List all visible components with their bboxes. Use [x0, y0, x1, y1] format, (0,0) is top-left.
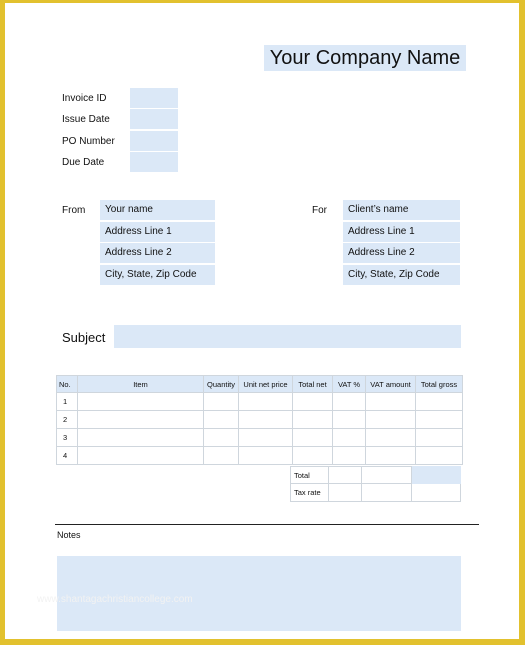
watermark-text: www.shantagachristiancollege.com — [37, 594, 193, 605]
vat-percent-cell[interactable] — [333, 411, 366, 429]
row-number: 2 — [57, 411, 78, 429]
row-number: 3 — [57, 429, 78, 447]
quantity-cell[interactable] — [204, 429, 239, 447]
total-gross-cell[interactable] — [416, 447, 463, 465]
tax-rate-label: Tax rate — [290, 484, 329, 502]
item-cell[interactable] — [78, 447, 204, 465]
tax-rate-vat-percent-cell[interactable] — [329, 484, 362, 502]
items-table — [56, 375, 463, 465]
total-gross-field[interactable] — [412, 466, 461, 484]
quantity-cell[interactable] — [204, 393, 239, 411]
invoice-page — [5, 3, 519, 639]
total-gross-cell[interactable] — [416, 411, 463, 429]
total-label: Total — [290, 466, 329, 484]
items-table-header-row — [57, 376, 463, 393]
total-vat-percent-cell[interactable] — [329, 466, 362, 484]
unit-net-price-cell[interactable] — [239, 447, 293, 465]
column-header-no: No. — [57, 376, 78, 393]
vat-amount-cell[interactable] — [366, 393, 416, 411]
total-gross-cell[interactable] — [416, 393, 463, 411]
unit-net-price-cell[interactable] — [239, 429, 293, 447]
item-cell[interactable] — [78, 429, 204, 447]
total-net-cell[interactable] — [293, 447, 333, 465]
vat-amount-cell[interactable] — [366, 447, 416, 465]
from-label: From — [62, 205, 86, 216]
total-vat-amount-cell[interactable] — [362, 466, 412, 484]
column-header-item: Item — [78, 376, 204, 393]
client-address-line-2-field[interactable]: Address Line 2 — [343, 243, 460, 263]
column-header-vat-percent: VAT % — [333, 376, 366, 393]
item-cell[interactable] — [78, 393, 204, 411]
quantity-cell[interactable] — [204, 447, 239, 465]
column-header-unit-net-price: Unit net price — [239, 376, 293, 393]
due-date-field[interactable] — [130, 152, 178, 172]
notes-divider — [55, 524, 479, 525]
row-number: 4 — [57, 447, 78, 465]
column-header-vat-amount: VAT amount — [366, 376, 416, 393]
invoice-id-field[interactable] — [130, 88, 178, 108]
from-address-line-2-field[interactable]: Address Line 2 — [100, 243, 215, 263]
totals-block — [290, 466, 461, 503]
from-address-line-1-field[interactable]: Address Line 1 — [100, 222, 215, 242]
subject-field[interactable] — [114, 325, 461, 348]
notes-label: Notes — [57, 530, 81, 540]
total-net-cell[interactable] — [293, 393, 333, 411]
invoice-id-label: Invoice ID — [62, 93, 107, 104]
item-cell[interactable] — [78, 411, 204, 429]
subject-label: Subject — [62, 330, 106, 345]
po-number-label: PO Number — [62, 136, 115, 147]
table-row — [57, 393, 463, 411]
issue-date-field[interactable] — [130, 109, 178, 129]
tax-rate-vat-amount-cell[interactable] — [362, 484, 412, 502]
column-header-quantity: Quantity — [204, 376, 239, 393]
company-name: Your Company Name — [264, 45, 466, 71]
from-name-field[interactable]: Your name — [100, 200, 215, 220]
vat-percent-cell[interactable] — [333, 447, 366, 465]
total-net-cell[interactable] — [293, 411, 333, 429]
issue-date-label: Issue Date — [62, 114, 110, 125]
column-header-total-net: Total net — [293, 376, 333, 393]
vat-percent-cell[interactable] — [333, 429, 366, 447]
tax-rate-total-gross-cell[interactable] — [412, 484, 461, 502]
client-address-line-1-field[interactable]: Address Line 1 — [343, 222, 460, 242]
total-gross-cell[interactable] — [416, 429, 463, 447]
for-label: For — [312, 205, 327, 216]
due-date-label: Due Date — [62, 157, 105, 168]
unit-net-price-cell[interactable] — [239, 411, 293, 429]
quantity-cell[interactable] — [204, 411, 239, 429]
vat-percent-cell[interactable] — [333, 393, 366, 411]
table-row — [57, 429, 463, 447]
po-number-field[interactable] — [130, 131, 178, 151]
row-number: 1 — [57, 393, 78, 411]
column-header-total-gross: Total gross — [416, 376, 463, 393]
total-net-cell[interactable] — [293, 429, 333, 447]
client-name-field[interactable]: Client’s name — [343, 200, 460, 220]
client-city-state-zip-field[interactable]: City, State, Zip Code — [343, 265, 460, 285]
unit-net-price-cell[interactable] — [239, 393, 293, 411]
table-row — [57, 411, 463, 429]
vat-amount-cell[interactable] — [366, 411, 416, 429]
table-row — [57, 447, 463, 465]
vat-amount-cell[interactable] — [366, 429, 416, 447]
from-city-state-zip-field[interactable]: City, State, Zip Code — [100, 265, 215, 285]
